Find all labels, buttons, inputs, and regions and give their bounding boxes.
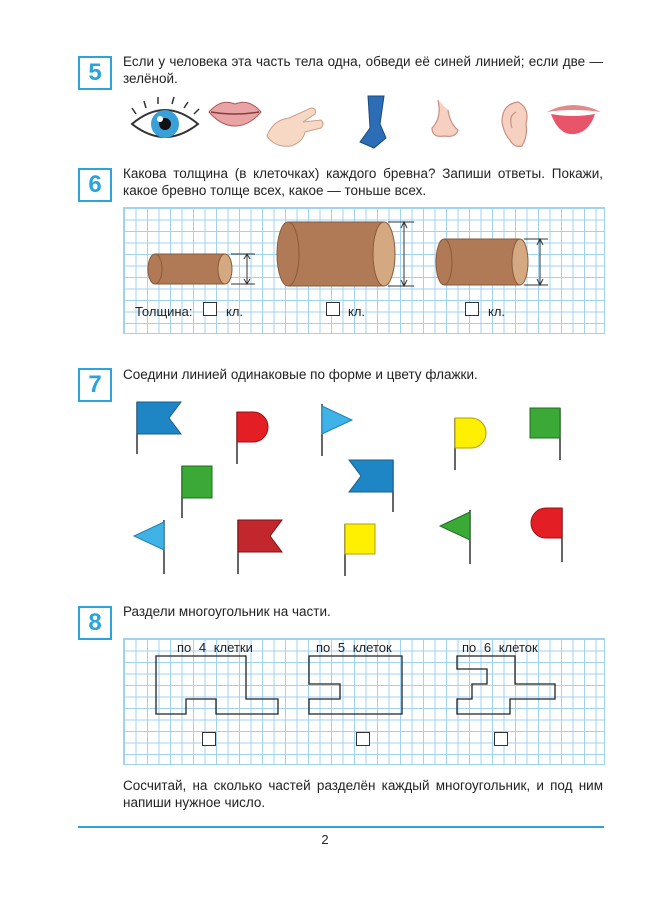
eye-icon <box>130 100 200 146</box>
task-6-text: Какова толщина (в клеточках) каждого бревна? Запиши ответы. Покажи, какое бревно толще всех, какое — тоньше всех. <box>123 166 603 198</box>
answer-box-polygon-2[interactable] <box>356 732 370 746</box>
task-8-followup: Сосчитай, на сколько частей разделён каждый многоугольник, и под ним напиши нужное число. <box>123 778 603 810</box>
flag-yellow-square <box>343 524 377 576</box>
flag-lightblue-triangle <box>320 404 356 456</box>
answer-box-polygon-1[interactable] <box>202 732 216 746</box>
answer-box-2[interactable] <box>326 302 340 316</box>
flag-lightblue-triangle-2 <box>132 520 168 574</box>
polygon-2 <box>307 654 407 720</box>
polygon-3 <box>455 654 565 720</box>
polygon-1 <box>154 654 284 720</box>
task-number-6: 6 <box>78 168 112 202</box>
log-small <box>147 252 257 286</box>
leg-icon <box>356 94 394 150</box>
log-medium <box>436 237 556 287</box>
flag-blue-swallowtail <box>135 402 185 454</box>
answer-box-polygon-3[interactable] <box>494 732 508 746</box>
ear-icon <box>498 100 532 150</box>
task-number-5: 5 <box>78 56 112 90</box>
flag-blue-swallowtail-2 <box>347 460 397 512</box>
flag-red-round <box>235 412 271 464</box>
task-number-8: 8 <box>78 606 112 640</box>
answer-box-1[interactable] <box>203 302 217 316</box>
task-8-text: Раздели многоугольник на части. <box>123 604 331 619</box>
label-5-cells: по 5 клеток <box>316 640 392 655</box>
thickness-label: Толщина: <box>135 304 193 319</box>
hand-icon <box>263 102 327 150</box>
page-number: 2 <box>321 832 329 847</box>
task-5-text: Если у человека эта часть тела одна, обведи её синей линией; если две — зелёной. <box>123 54 603 86</box>
label-4-cells: по 4 клетки <box>177 640 253 655</box>
flag-darkred-swallowtail <box>236 520 286 574</box>
nose-icon <box>428 98 464 142</box>
log-large <box>276 220 416 288</box>
tongue-icon <box>545 98 603 138</box>
task-number-7: 7 <box>78 368 112 402</box>
flag-yellow-round <box>453 418 489 470</box>
task-7-text: Соедини линией одинаковые по форме и цвету флажки. <box>123 367 478 382</box>
footer-line <box>78 826 604 828</box>
answer-box-3[interactable] <box>465 302 479 316</box>
label-6-cells: по 6 клеток <box>462 640 538 655</box>
unit-label-3: кл. <box>488 304 506 319</box>
flag-green-square <box>530 408 564 460</box>
unit-label-2: кл. <box>348 304 366 319</box>
unit-label-1: кл. <box>226 304 244 319</box>
lips-icon <box>207 96 263 128</box>
flag-green-square-2 <box>180 466 214 518</box>
flag-red-round-2 <box>530 508 566 562</box>
flag-green-triangle <box>438 510 474 564</box>
